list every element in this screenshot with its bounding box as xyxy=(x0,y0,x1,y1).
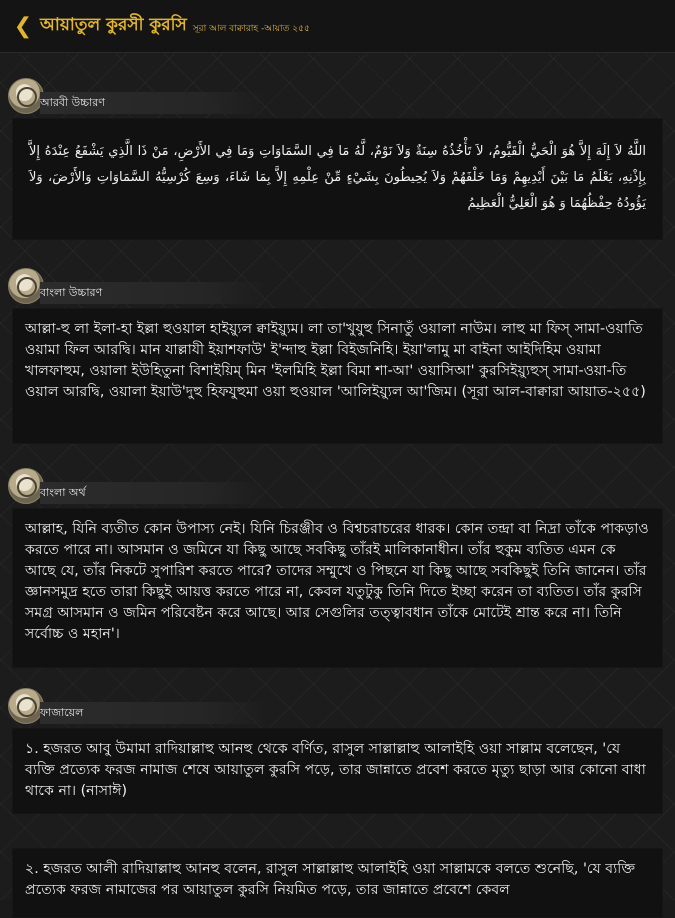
page-title: আয়াতুল কুরসী কুরসি xyxy=(40,15,187,35)
section-body: আল্লাহ, যিনি ব্যতীত কোন উপাস্য নেই। যিনি চিরঞ্জীব ও বিশ্বচরাচরের ধারক। কোন তন্দ্রা বা নিদ্রা তাঁকে পাকড়াও করতে পারে না। আসমান ও জমিনে যা কিছু আছে সবকিছু তাঁরই মালিকানাধীন। তাঁর হুকুম ব্যতিত এমন কে আছে যে, তাঁর নিকটে সুপারিশ করতে পারে? তাদের সম্মুখে ও পিছনে যা কিছু আছে সবকিছুই তিনি জানেন। তাঁর জ্ঞানসমুদ্র হতে তারা কিছুই আয়ত্ত করতে পারে না, কেবল যতুটুকু তিনি দিতে ইচ্ছা করেন তা ব্যতিত। তাঁর কুরসি সমগ্র আসমান ও জমিন পরিবেষ্টন করে আছে। আর সেগুলির তত্ত্বাবধান তাঁকে মোটেই শ্রান্ত করে না। তিনি সর্বোচ্চ ও মহান'। xyxy=(12,508,663,668)
section-label: আরবী উচ্চারণ xyxy=(40,92,268,114)
section-bangla-meaning xyxy=(0,468,675,668)
section-body: ১. হজরত আবু উমামা রাদিয়াল্লাহু আনহু থেকে বর্ণিত, রাসুল সাল্লাল্লাহু আলাইহি ওয়া সাল্লাম বলেছেন, 'যে ব্যক্তি প্রত্যেক ফরজ নামাজ শেষে আয়াতুল কুরসি পড়ে, তার জান্নাতে প্রবেশ করতে মৃত্যু ছাড়া আর কোনো বাধা থাকে না। (নাসাঈ) xyxy=(12,728,663,814)
section-arabic xyxy=(0,78,675,240)
section-bangla-pronunciation xyxy=(0,268,675,444)
page-subtitle: সূরা আল বাক্বারাহ -আয়াত ২৫৫ xyxy=(192,23,310,34)
section-fazilat-2 xyxy=(0,848,675,918)
section-body: ২. হজরত আলী রাদিয়াল্লাহু আনহু বলেন, রাসুল সাল্লাল্লাহু আলাইহি ওয়া সাল্লামকে বলতে শুনেছি, 'যে ব্যক্তি প্রত্যেক ফরজ নামাজের পর আয়াতুল কুরসি নিয়মিত পড়ে, তার জান্নাতে প্রবেশে কেবল xyxy=(12,848,663,918)
section-label: বাংলা অর্থ xyxy=(40,482,268,504)
top-app-bar xyxy=(0,0,675,53)
medallion-icon xyxy=(8,268,44,304)
section-header xyxy=(0,688,675,728)
medallion-icon xyxy=(8,78,44,114)
section-label: বাংলা উচ্চারণ xyxy=(40,282,268,304)
section-label: ফাজায়েল xyxy=(40,702,268,724)
section-body: আল্লা-হু লা ইলা-হা ইল্লা হুওয়াল হাইয়্যুল ক্বাইয়্যুম। লা তা'খুযুহু সিনাতুঁ ওয়ালা নাউম। লাহু মা ফিস্ সামা-ওয়াতি ওয়ামা ফিল আরদ্বি। মান যাল্লাযী ইয়াশফাউ' ই'ন্দাহু ইল্লা বিইজনিহি। ইয়া'লামু মা বাইনা আইদিহিম ওয়ামা খালফাহুম, ওয়ালা ইউহিতুনা বিশাইয়িম্ মিন 'ইলমিহি ইল্লা বিমা শা-আ' ওয়াসিআ' কুরসিইয়্যুহুস্ সামা-ওয়া-তি ওয়াল আরদ্বি, ওয়ালা ইয়াউ'দুহু হিফযুহুমা ওয়া হুওয়াল 'আলিইয়্যুল আ'জিম। (সূরা আল-বাক্বারা আয়াত-২৫৫) xyxy=(12,308,663,444)
section-fazilat xyxy=(0,688,675,814)
section-header xyxy=(0,268,675,308)
chevron-left-icon[interactable]: ❮ xyxy=(13,13,33,39)
section-header xyxy=(0,468,675,508)
section-body: اللَّهُ لاَ إِلَهَ إِلاَّ هُوَ الْحَيُّ الْقَيُّومُ، لاَ تَأْخُذُهُ سِنَةٌ وَلاَ نَوْمٌ، لَّهُ مَا فِي السَّمَاوَاتِ وَمَا فِي الأَرْضِ، مَنْ ذَا الَّذِي يَشْفَعُ عِنْدَهُ إِلاَّ بِإِذْنِهِ، يَعْلَمُ مَا بَيْنَ أَيْدِيهِمْ وَمَا خَلْفَهُمْ وَلاَ يُحِيطُونَ بِشَيْءٍ مِّنْ عِلْمِهِ إِلاَّ بِمَا شَاءَ، وَسِعَ كُرْسِيُّهُ السَّمَاوَاتِ وَالأَرْضَ، وَلاَ يَؤُودُهُ حِفْظُهُمَا وَ هُوَ الْعَلِيُّ الْعَظِيمُ xyxy=(12,118,663,240)
medallion-icon xyxy=(8,468,44,504)
medallion-icon xyxy=(8,688,44,724)
section-header xyxy=(0,78,675,118)
